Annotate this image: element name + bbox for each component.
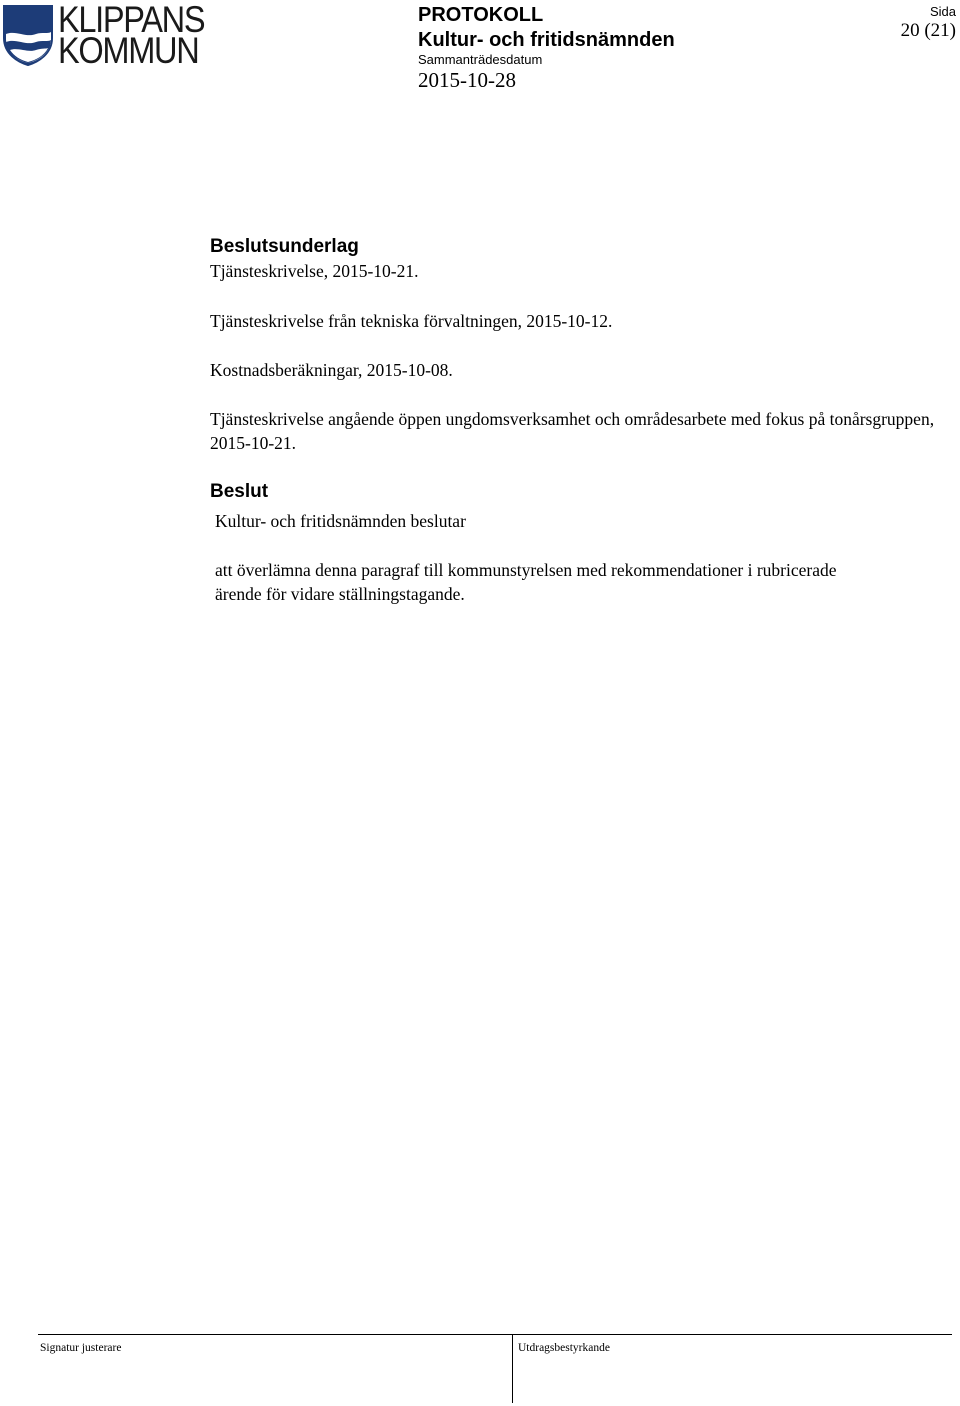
page-label: Sida: [929, 4, 956, 19]
heading-beslutsunderlag: Beslutsunderlag: [210, 236, 359, 257]
signature-adjuster-label: Signatur justerare: [40, 1342, 122, 1354]
basis-item: Tjänsteskrivelse angående öppen ungdomsverksamhet och områdesarbete med fokus på tonårsgruppen, 2015-10-21.: [210, 409, 935, 453]
basis-item: Tjänsteskrivelse från tekniska förvaltningen, 2015-10-12.: [210, 311, 613, 331]
klippan-shield-icon: [2, 4, 56, 66]
decision-text: att överlämna denna paragraf till kommunstyrelsen med rekommendationer i rubricerade ärende för vidare ställningstagande.: [215, 560, 837, 604]
basis-item: Tjänsteskrivelse, 2015-10-21.: [210, 261, 419, 281]
page-number: 20 (21): [900, 20, 956, 41]
footer-divider: [512, 1334, 513, 1403]
heading-beslut: Beslut: [210, 481, 269, 502]
document-title: PROTOKOLL: [418, 4, 544, 26]
decision-intro: Kultur- och fritidsnämnden beslutar: [215, 511, 466, 531]
footer-rule: [38, 1334, 952, 1335]
basis-item: Kostnadsberäkningar, 2015-10-08.: [210, 360, 453, 380]
committee-name: Kultur- och fritidsnämnden: [418, 29, 675, 51]
klippan-logo: [2, 0, 217, 71]
logo-text-line1: KLIPPANS: [58, 0, 205, 40]
meeting-date: 2015-10-28: [418, 68, 516, 92]
meeting-date-label: Sammanträdesdatum: [418, 52, 543, 67]
extract-certification-label: Utdragsbestyrkande: [518, 1342, 610, 1354]
logo-text-line2: KOMMUN: [58, 30, 199, 71]
